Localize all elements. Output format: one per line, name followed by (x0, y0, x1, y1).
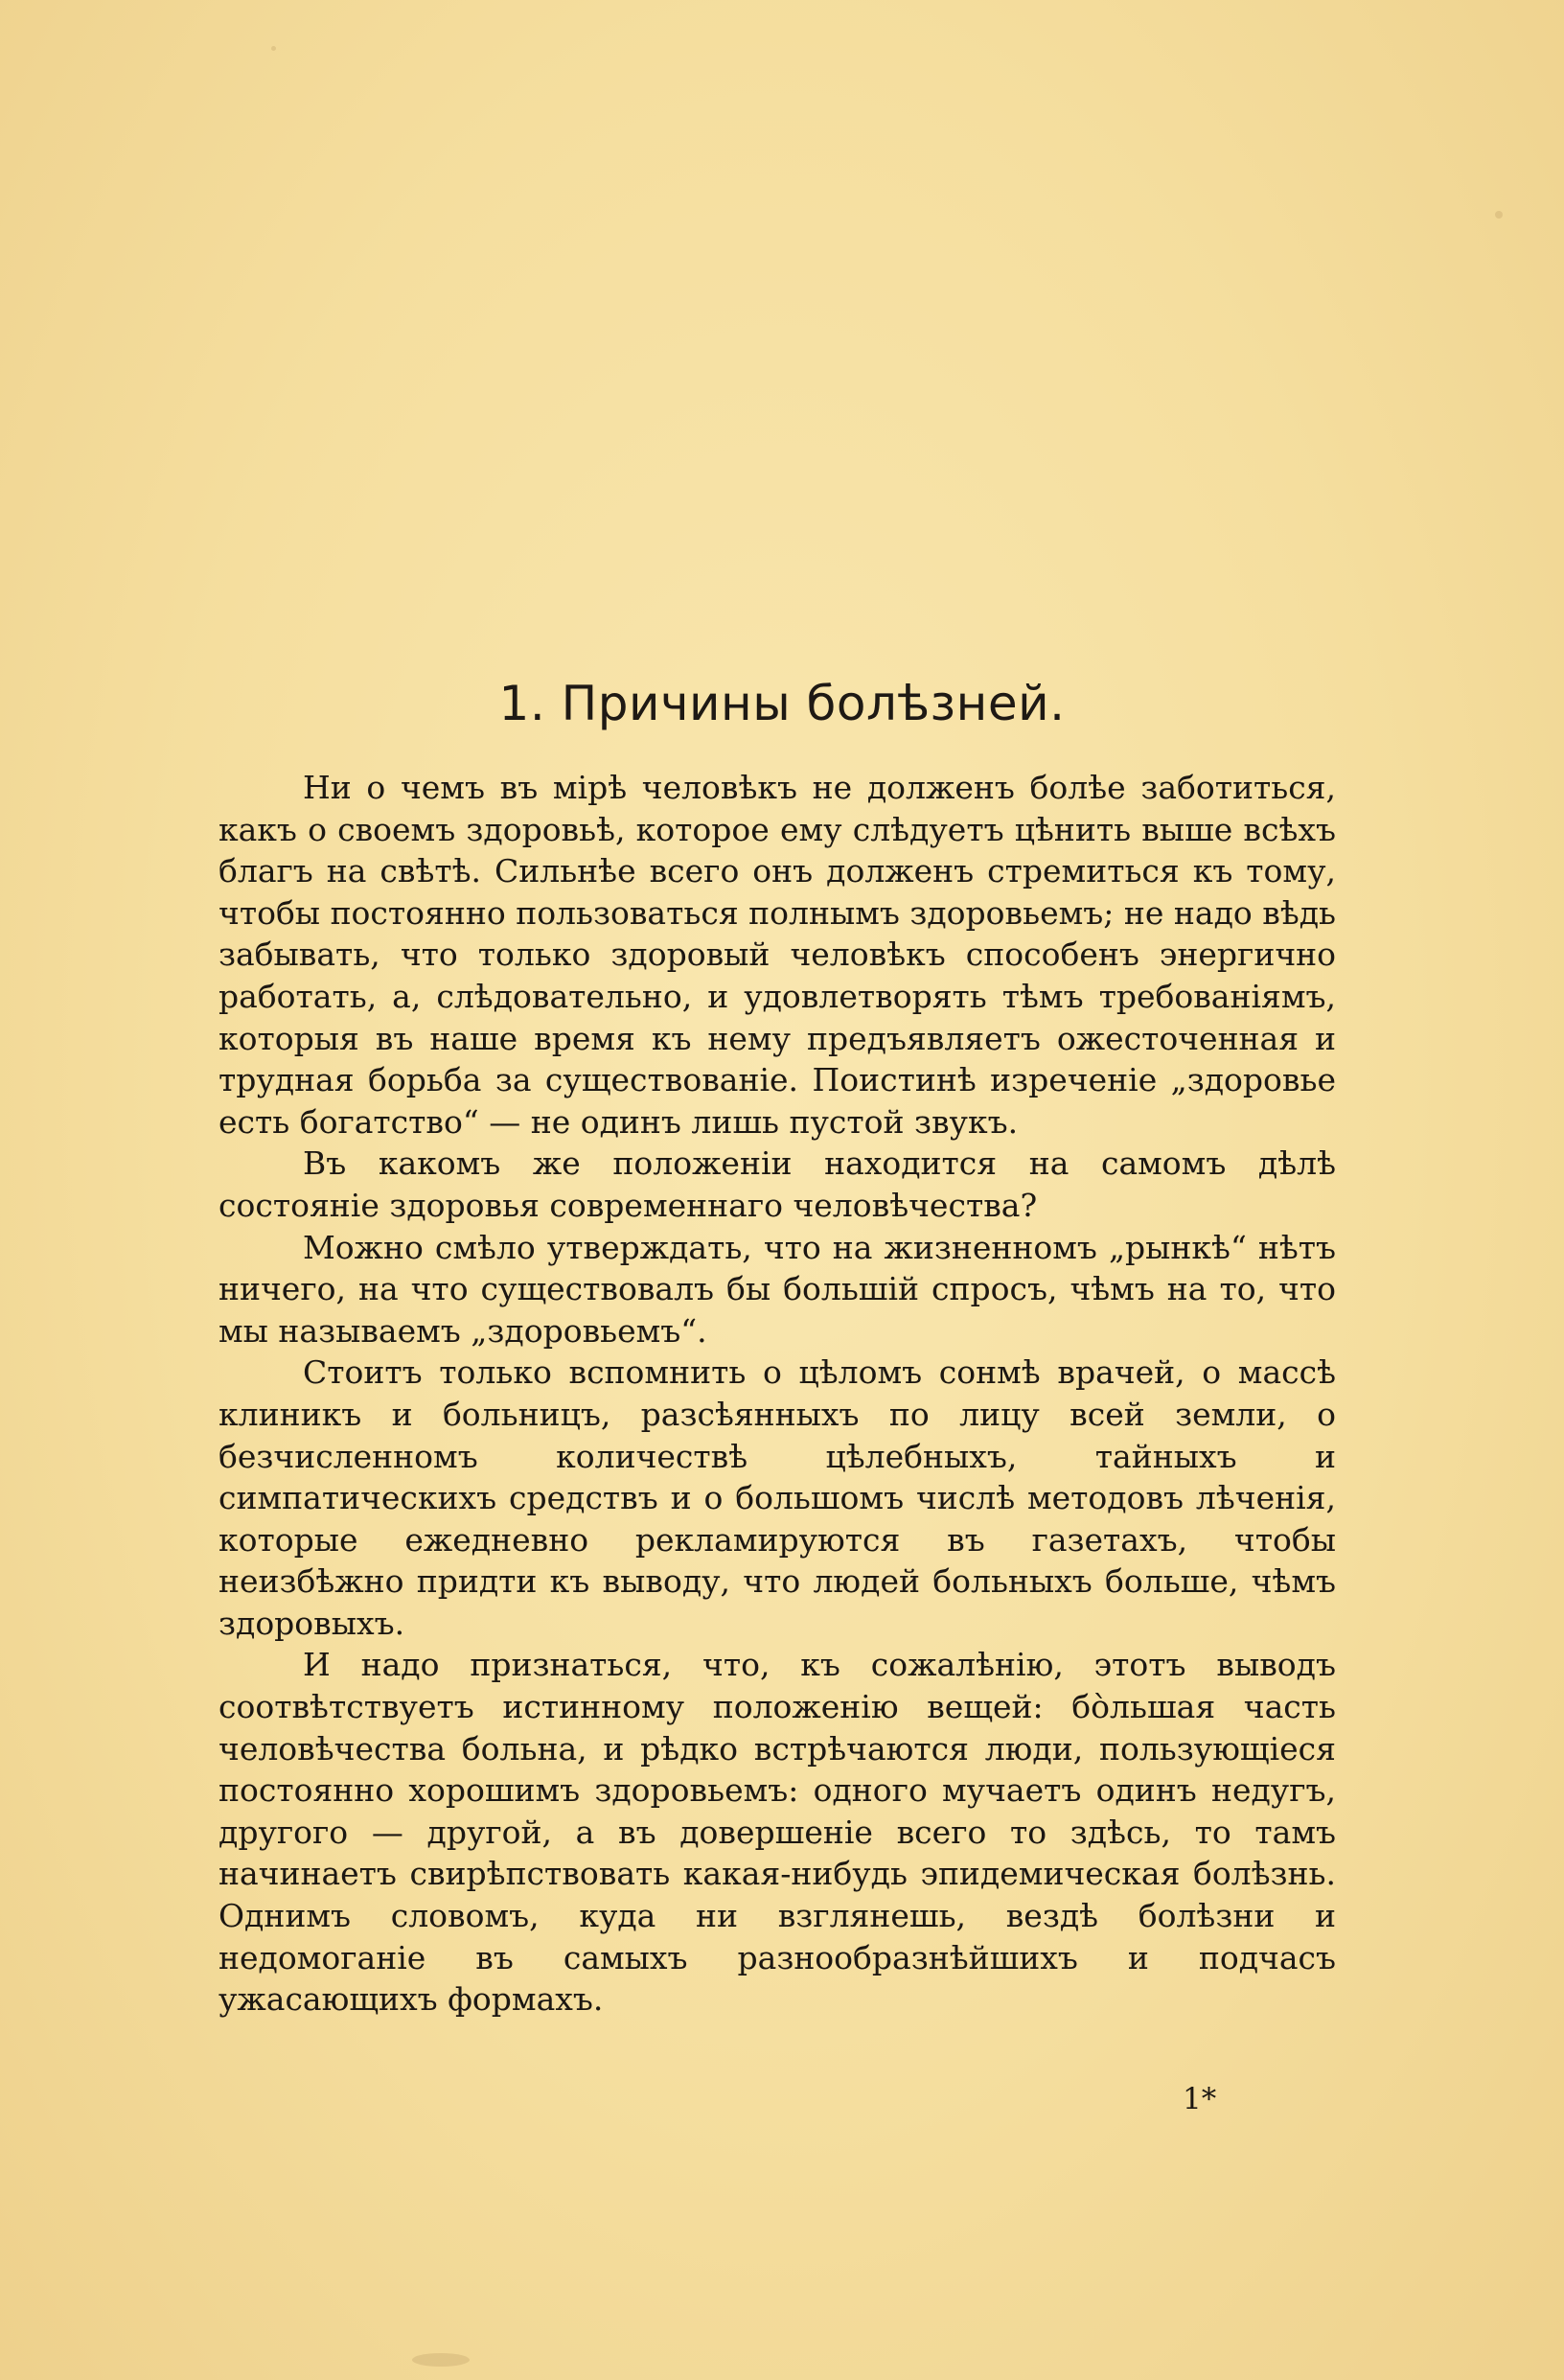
paper-stain (1495, 211, 1503, 219)
paragraph: Въ какомъ же положеніи находится на самомъ дѣлѣ состояніе здоровья современнаго человѣчества? (218, 1144, 1336, 1224)
chapter-body (218, 767, 1336, 2021)
paper-stain (412, 2353, 470, 2367)
paragraph: Ни о чемъ въ мірѣ человѣкъ не долженъ болѣе заботиться, какъ о своемъ здоровьѣ, которое ему слѣдуетъ цѣнить выше всѣхъ благъ на свѣтѣ. Сильнѣе всего онъ долженъ стремиться къ тому, чтобы постоянно пользоваться полнымъ здоровьемъ; не надо вѣдь забывать, что только здоровый человѣкъ способенъ энергично работать, а, слѣдовательно, и удовлетворять тѣмъ требованіямъ, которыя въ наше время къ нему предъявляетъ ожесточенная и трудная борьба за существованіе. Поистинѣ изреченіе „здоровье есть богатство“ — не одинъ лишь пустой звукъ. (218, 769, 1337, 1141)
paragraph: И надо признаться, что, къ сожалѣнію, этотъ выводъ соотвѣтствуетъ истинному положенію вещей: бо̀льшая часть человѣчества больна, и рѣдко встрѣчаются люди, пользующіеся постоянно хорошимъ здоровьемъ: одного мучаетъ одинъ недугъ, другого — другой, а въ довершеніе всего то здѣсь, то тамъ начинаетъ свирѣпствовать какая-нибудь эпидемическая болѣзнь. Однимъ словомъ, куда ни взглянешь, вездѣ болѣзни и недомоганіе въ самыхъ разнообразнѣйшихъ и подчасъ ужасающихъ формахъ. (218, 1646, 1336, 2019)
paper-stain (271, 46, 276, 51)
signature-mark: 1* (1183, 2082, 1217, 2116)
paragraph: Стоитъ только вспомнить о цѣломъ сонмѣ врачей, о массѣ клиникъ и больницъ, разсѣянныхъ по лицу всей земли, о безчисленномъ количествѣ цѣлебныхъ, тайныхъ и симпатическихъ средствъ и о большомъ числѣ методовъ лѣченія, которые ежедневно рекламируются въ газетахъ, чтобы неизбѣжно придти къ выводу, что людей больныхъ больше, чѣмъ здоровыхъ. (218, 1353, 1336, 1642)
chapter-title: 1. Причины болѣзней. (498, 676, 1066, 731)
paragraph: Можно смѣло утверждать, что на жизненномъ „рынкѣ“ нѣтъ ничего, на что существовалъ бы большій спросъ, чѣмъ на то, что мы называемъ „здоровьемъ“. (218, 1228, 1336, 1350)
